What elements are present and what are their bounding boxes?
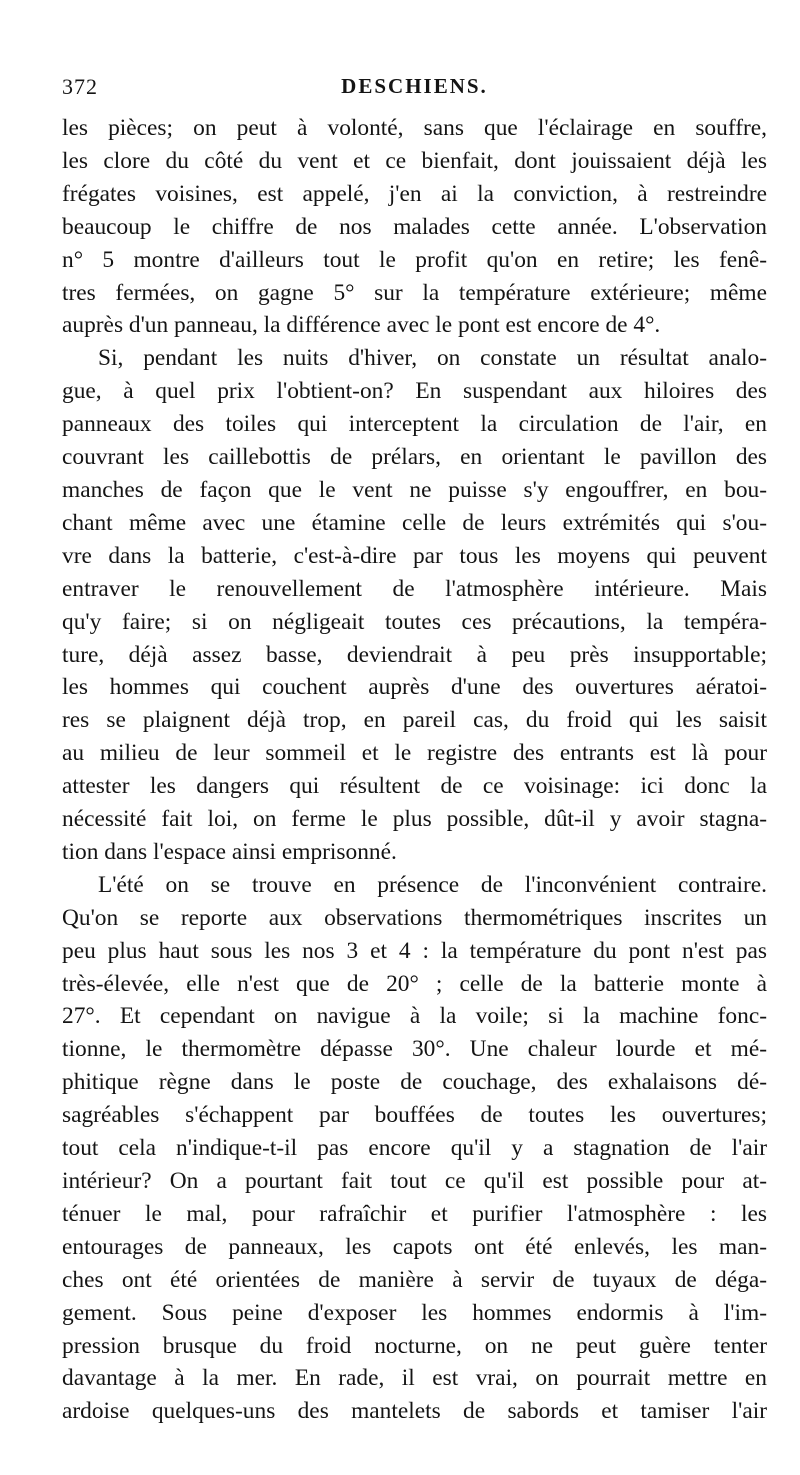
text-line: au milieu de leur sommeil et le registre des entrants est là pour [62,740,767,767]
text-line: manches de façon que le vent ne puisse s'y engouffrer, en bou- [62,476,767,503]
text-line: entourages de panneaux, les capots ont été enlevés, les man- [62,1233,767,1260]
text-line: tionne, le thermomètre dépasse 30°. Une chaleur lourde et mé- [62,1036,767,1063]
text-line: beaucoup le chiffre de nos malades cette année. L'observation [62,213,767,240]
text-line: chant même avec une étamine celle de leurs extrémités qui s'ou- [62,509,767,536]
text-line: ardoise quelques-uns des mantelets de sabords et tamiser l'air [62,1398,767,1425]
text-line: phitique règne dans le poste de couchage, des exhalaisons dé- [62,1069,767,1096]
text-line: vre dans la batterie, c'est-à-dire par tous les moyens qui peuvent [62,542,767,569]
text-line: très-élevée, elle n'est que de 20° ; celle de la batterie monte à [62,970,767,997]
page-header [62,74,767,104]
text-line: sagréables s'échappent par bouffées de toutes les ouvertures; [62,1102,767,1129]
text-line: peu plus haut sous les nos 3 et 4 : la température du pont n'est pas [62,937,767,964]
text-line: n° 5 montre d'ailleurs tout le profit qu'on en retire; les fenê- [62,246,767,273]
running-head: DESCHIENS. [341,74,488,98]
text-line: L'été on se trouve en présence de l'inconvénient contraire. [98,871,767,898]
text-line: Si, pendant les nuits d'hiver, on constate un résultat analo- [98,345,767,372]
text-line: nécessité fait loi, on ferme le plus possible, dût-il y avoir stagna- [62,806,767,833]
text-line: intérieur? On a pourtant fait tout ce qu'il est possible pour at- [62,1168,767,1194]
text-line: entraver le renouvellement de l'atmosphère intérieure. Mais [62,575,767,602]
page-number: 372 [62,74,98,99]
text-line: ténuer le mal, pour rafraîchir et purifier l'atmosphère : les [62,1200,767,1227]
text-line: tion dans l'espace ainsi emprisonné. [62,838,397,865]
text-line: 27°. Et cependant on navigue à la voile; si la machine fonc- [62,1003,767,1030]
text-line: attester les dangers qui résultent de ce voisinage: ici donc la [62,773,767,800]
text-line: les hommes qui couchent auprès d'une des ouvertures aératoi- [62,674,767,701]
text-line: frégates voisines, est appelé, j'en ai la conviction, à restreindre [62,180,767,207]
text-line: auprès d'un panneau, la différence avec le pont est encore de 4°. [62,312,661,339]
text-line: gue, à quel prix l'obtient-on? En suspendant aux hiloires des [62,378,767,405]
text-line: tres fermées, on gagne 5° sur la température extérieure; même [62,279,767,306]
text-line: panneaux des toiles qui interceptent la circulation de l'air, en [62,411,767,438]
text-line: ture, déjà assez basse, deviendrait à peu près insupportable; [62,641,767,668]
text-line: les clore du côté du vent et ce bienfait, dont jouissaient déjà les [62,147,767,174]
text-line: pression brusque du froid nocturne, on ne peut guère tenter [62,1332,767,1359]
text-line: les pièces; on peut à volonté, sans que l'éclairage en souffre, [62,115,767,141]
text-line: qu'y faire; si on négligeait toutes ces précautions, la tempéra- [62,608,767,635]
text-line: couvrant les caillebottis de prélars, en orientant le pavillon des [62,444,767,471]
text-line: res se plaignent déjà trop, en pareil cas, du froid qui les saisit [62,707,767,734]
text-line: Qu'on se reporte aux observations thermométriques inscrites un [62,904,767,931]
text-line: ches ont été orientées de manière à servir de tuyaux de déga- [62,1266,767,1293]
text-line: tout cela n'indique-t-il pas encore qu'il y a stagnation de l'air [62,1135,767,1162]
body-text [62,112,767,1428]
text-line: gement. Sous peine d'exposer les hommes endormis à l'im- [62,1299,767,1326]
text-line: davantage à la mer. En rade, il est vrai, on pourrait mettre en [62,1365,767,1392]
